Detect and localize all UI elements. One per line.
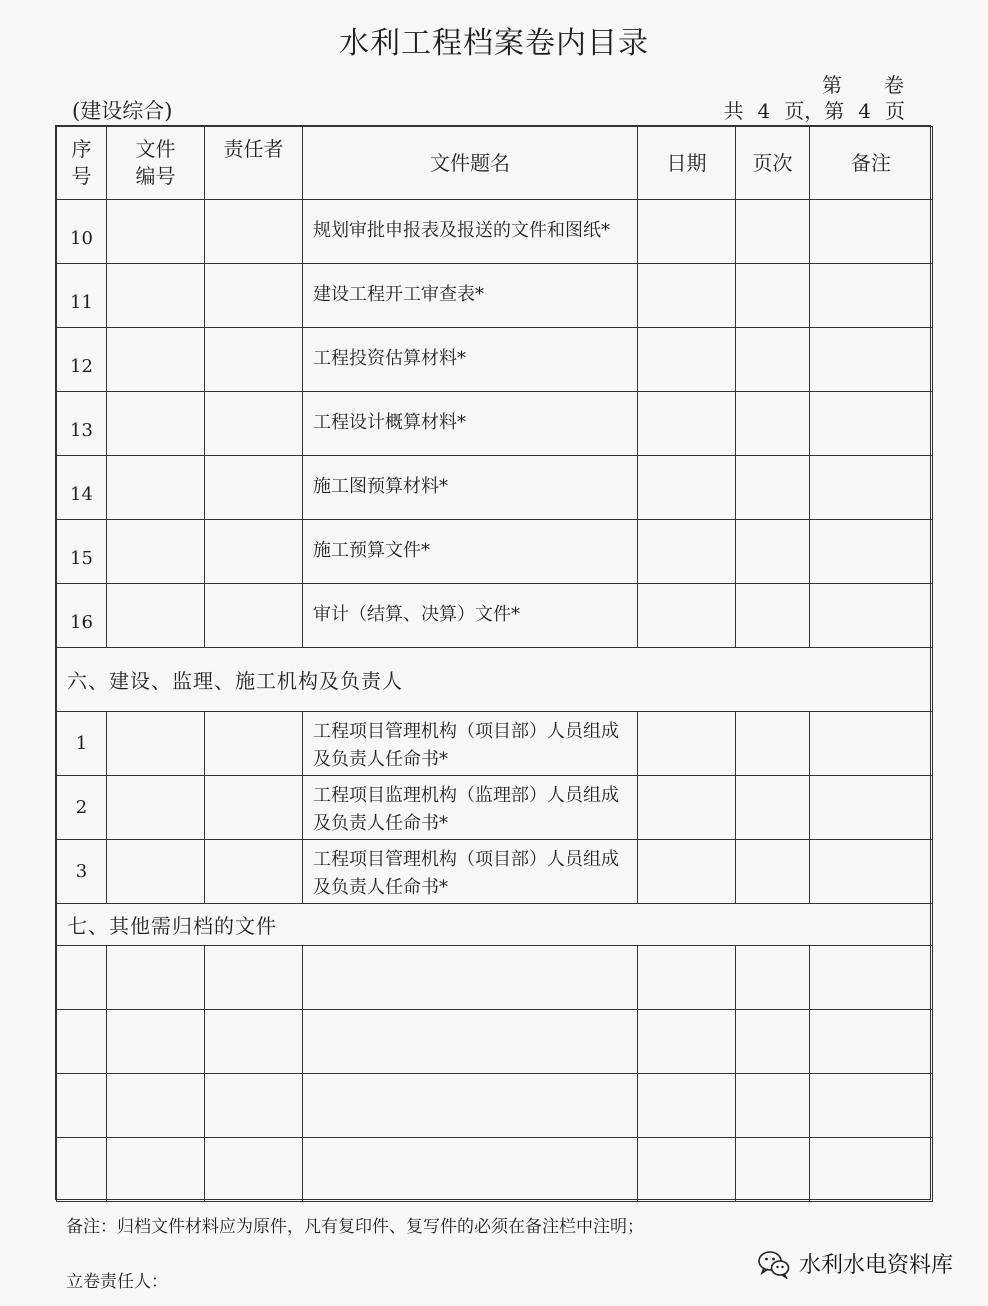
blank-cell <box>107 1010 205 1074</box>
table-row <box>57 200 933 264</box>
blank-cell <box>57 1010 107 1074</box>
row-page <box>736 776 810 840</box>
row-seq: 1 <box>57 712 107 776</box>
blank-cell <box>736 1074 810 1138</box>
blank-row <box>57 1010 933 1074</box>
row-doc-number <box>107 264 205 328</box>
header-remarks: 备注 <box>810 127 933 200</box>
catalog-table <box>55 125 931 1200</box>
row-seq: 3 <box>57 840 107 904</box>
row-seq: 11 <box>57 264 107 328</box>
row-responsible <box>205 840 303 904</box>
row-responsible <box>205 328 303 392</box>
row-remarks <box>810 200 933 264</box>
row-responsible <box>205 200 303 264</box>
row-title: 工程投资估算材料* <box>303 328 638 392</box>
row-seq: 15 <box>57 520 107 584</box>
row-date <box>638 584 736 648</box>
blank-cell <box>736 946 810 1010</box>
blank-cell <box>638 1138 736 1202</box>
table-row <box>57 520 933 584</box>
row-page <box>736 264 810 328</box>
footnote: 备注：归档文件材料应为原件，凡有复印件、复写件的必须在备注栏中注明； <box>66 1217 644 1237</box>
row-title-line1: 工程项目管理机构（项目部）人员组成 <box>313 849 619 870</box>
row-responsible <box>205 456 303 520</box>
row-title: 审计（结算、决算）文件* <box>303 584 638 648</box>
header-page: 页次 <box>736 127 810 200</box>
blank-cell <box>303 1010 638 1074</box>
row-doc-number <box>107 200 205 264</box>
row-remarks <box>810 328 933 392</box>
category-label: (建设综合) <box>72 99 173 123</box>
volume-label-right: 卷 <box>884 73 904 97</box>
row-title: 建设工程开工审查表* <box>303 264 638 328</box>
header-date: 日期 <box>638 127 736 200</box>
row-seq: 13 <box>57 392 107 456</box>
volume-label-left: 第 <box>822 73 842 97</box>
table-row <box>57 328 933 392</box>
blank-cell <box>107 1074 205 1138</box>
page-word: 页，第 <box>784 99 845 123</box>
wechat-icon <box>757 1249 791 1279</box>
row-seq: 16 <box>57 584 107 648</box>
row-date <box>638 392 736 456</box>
row-title <box>303 840 638 904</box>
document-title: 水利工程档案卷内目录 <box>339 26 649 61</box>
row-title-line2: 及负责人任命书* <box>313 877 448 898</box>
row-remarks <box>810 456 933 520</box>
table-row <box>57 456 933 520</box>
table-row <box>57 840 933 904</box>
blank-cell <box>810 946 933 1010</box>
blank-cell <box>303 1138 638 1202</box>
blank-cell <box>638 1010 736 1074</box>
blank-cell <box>57 946 107 1010</box>
row-title-line1: 工程项目管理机构（项目部）人员组成 <box>313 721 619 742</box>
row-seq: 2 <box>57 776 107 840</box>
row-remarks <box>810 840 933 904</box>
row-title-line2: 及负责人任命书* <box>313 749 448 770</box>
row-responsible <box>205 392 303 456</box>
page-count <box>724 95 905 124</box>
table-row <box>57 776 933 840</box>
row-doc-number <box>107 328 205 392</box>
row-responsible <box>205 264 303 328</box>
row-title: 施工图预算材料* <box>303 456 638 520</box>
row-date <box>638 200 736 264</box>
row-doc-number <box>107 520 205 584</box>
row-seq: 10 <box>57 200 107 264</box>
table-header-row <box>57 127 933 200</box>
section-seven-row <box>57 904 933 946</box>
blank-cell <box>638 1074 736 1138</box>
row-date <box>638 520 736 584</box>
row-page <box>736 200 810 264</box>
row-date <box>638 456 736 520</box>
row-page <box>736 456 810 520</box>
row-doc-number <box>107 840 205 904</box>
blank-cell <box>205 1010 303 1074</box>
row-remarks <box>810 712 933 776</box>
row-remarks <box>810 520 933 584</box>
blank-cell <box>736 1138 810 1202</box>
row-date <box>638 712 736 776</box>
row-doc-number <box>107 392 205 456</box>
blank-cell <box>57 1138 107 1202</box>
header-seq: 序 号 <box>57 127 107 200</box>
row-title-line1: 工程项目监理机构（监理部）人员组成 <box>313 785 619 806</box>
row-title: 施工预算文件* <box>303 520 638 584</box>
row-page <box>736 840 810 904</box>
row-doc-number <box>107 584 205 648</box>
blank-cell <box>205 1138 303 1202</box>
row-title-line2: 及负责人任命书* <box>313 813 448 834</box>
row-page <box>736 392 810 456</box>
blank-cell <box>303 946 638 1010</box>
section-seven-heading: 七、其他需归档的文件 <box>57 904 933 946</box>
header-title: 文件题名 <box>303 127 638 200</box>
row-page <box>736 520 810 584</box>
header-doc-number: 文件 编号 <box>107 127 205 200</box>
blank-cell <box>638 946 736 1010</box>
blank-cell <box>810 1074 933 1138</box>
row-page <box>736 712 810 776</box>
table-row <box>57 712 933 776</box>
total-pages-prefix: 共 <box>723 99 744 123</box>
blank-cell <box>57 1074 107 1138</box>
section-six-heading: 六、建设、监理、施工机构及负责人 <box>57 648 933 712</box>
header-responsible: 责任者 <box>205 127 303 200</box>
row-title: 工程设计概算材料* <box>303 392 638 456</box>
row-seq: 14 <box>57 456 107 520</box>
row-date <box>638 840 736 904</box>
row-responsible <box>205 712 303 776</box>
row-title: 规划审批申报表及报送的文件和图纸* <box>303 200 638 264</box>
row-doc-number <box>107 456 205 520</box>
row-remarks <box>810 264 933 328</box>
blank-cell <box>303 1074 638 1138</box>
watermark <box>757 1248 953 1279</box>
current-page: 4 <box>858 99 871 123</box>
table-row <box>57 584 933 648</box>
row-page <box>736 584 810 648</box>
row-responsible <box>205 520 303 584</box>
blank-cell <box>736 1010 810 1074</box>
volume-number-line <box>822 69 904 98</box>
row-doc-number <box>107 712 205 776</box>
table-row <box>57 264 933 328</box>
watermark-text: 水利水电资料库 <box>798 1253 953 1278</box>
total-pages: 4 <box>757 99 771 123</box>
blank-cell <box>107 1138 205 1202</box>
blank-cell <box>810 1138 933 1202</box>
page-suffix: 页 <box>885 99 905 123</box>
section-six-row <box>57 648 933 712</box>
row-remarks <box>810 392 933 456</box>
row-date <box>638 328 736 392</box>
row-responsible <box>205 584 303 648</box>
row-doc-number <box>107 776 205 840</box>
blank-row <box>57 1074 933 1138</box>
blank-row <box>57 1138 933 1202</box>
row-title <box>303 712 638 776</box>
blank-cell <box>205 946 303 1010</box>
table-row <box>57 392 933 456</box>
blank-cell <box>107 946 205 1010</box>
row-page <box>736 328 810 392</box>
row-title <box>303 776 638 840</box>
blank-cell <box>205 1074 303 1138</box>
blank-cell <box>810 1010 933 1074</box>
row-remarks <box>810 776 933 840</box>
blank-row <box>57 946 933 1010</box>
row-date <box>638 776 736 840</box>
row-remarks <box>810 584 933 648</box>
row-date <box>638 264 736 328</box>
row-seq: 12 <box>57 328 107 392</box>
row-responsible <box>205 776 303 840</box>
signer-label: 立卷责任人： <box>66 1272 168 1292</box>
